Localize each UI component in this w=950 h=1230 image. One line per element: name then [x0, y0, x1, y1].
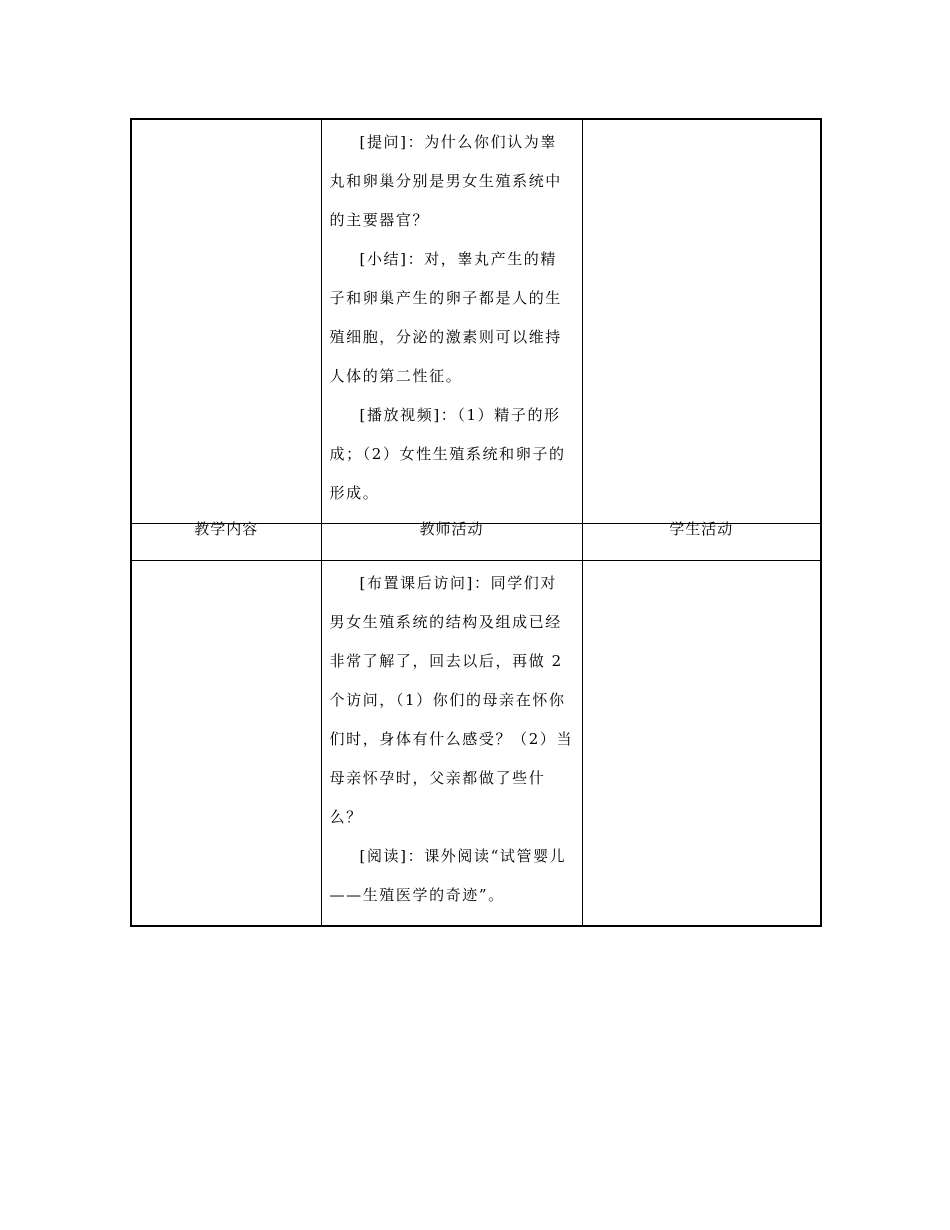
header-student-activity: 学生活动 [582, 524, 821, 561]
header-teacher-activity: 教师活动 [321, 524, 582, 561]
paragraph-summary: [小结]：对，睾丸产生的精子和卵巢产生的卵子都是人的生殖细胞，分泌的激素则可以维持人体的第二性征。 [329, 250, 562, 385]
table-header-row [131, 524, 821, 561]
student-activity-cell [582, 561, 821, 927]
paragraph-video: [播放视频]：（1）精子的形成；（2）女性生殖系统和卵子的形成。 [329, 406, 566, 502]
teaching-content-cell [131, 119, 321, 524]
lesson-plan-table [130, 118, 822, 927]
header-teaching-content: 教学内容 [131, 524, 321, 561]
paragraph-reading: [阅读]：课外阅读“试管婴儿——生殖医学的奇迹”。 [329, 847, 567, 904]
paragraph-question: [提问]：为什么你们认为睾丸和卵巢分别是男女生殖系统中的主要器官？ [329, 133, 562, 229]
table-row [131, 119, 821, 524]
teaching-content-cell [131, 561, 321, 927]
paragraph-homework-interview: [布置课后访问]：同学们对男女生殖系统的结构及组成已经非常了解了，回去以后，再做 2 个访问，（1）你们的母亲在怀你们时，身体有什么感受？（2）当母亲怀孕时，父亲都做了些什么？ [329, 574, 574, 826]
teacher-activity-cell [321, 119, 582, 524]
table-row [131, 561, 821, 927]
student-activity-cell [582, 119, 821, 524]
teacher-activity-cell [321, 561, 582, 927]
